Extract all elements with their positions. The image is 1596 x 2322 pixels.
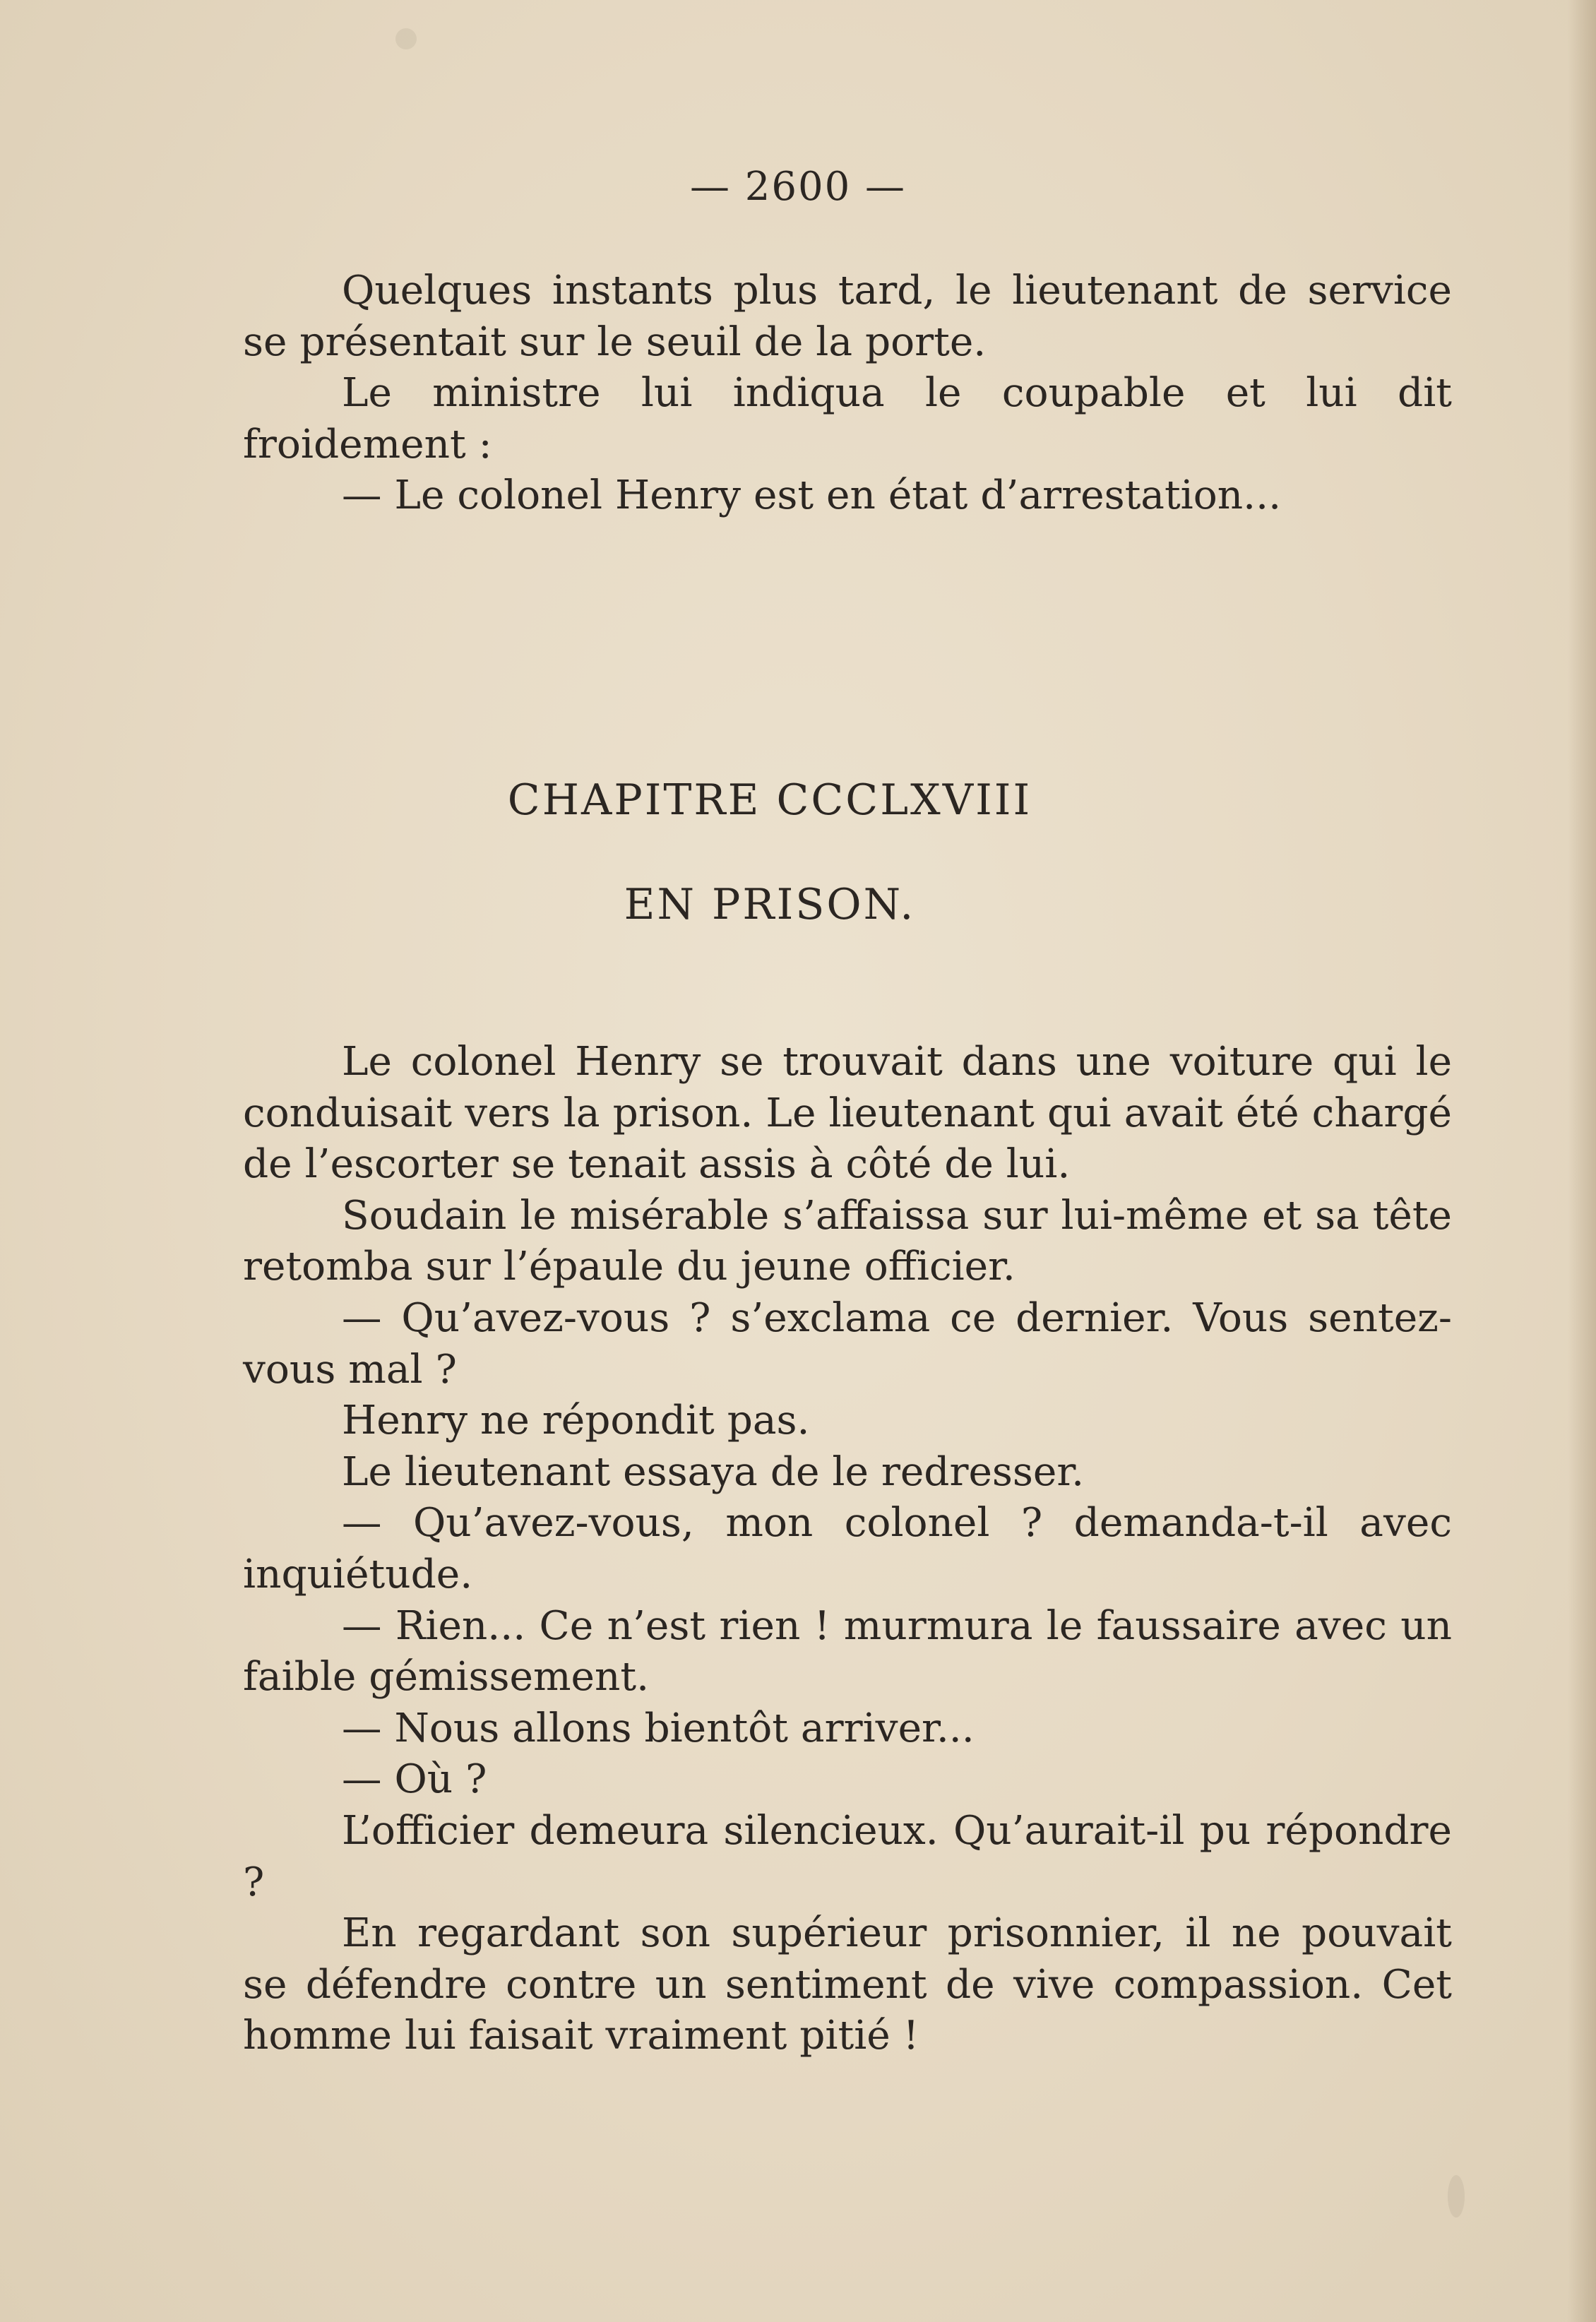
- paragraph: Henry ne répondit pas.: [342, 1398, 810, 1444]
- paragraph: — Où ?: [342, 1756, 487, 1803]
- paper-stain: [395, 28, 417, 49]
- paragraph: L’officier demeura silencieux. Qu’aurait-il pu répondre ?: [243, 1807, 1452, 1905]
- paragraph: En regardant son supérieur prisonnier, il ne pouvait se défendre contre un sentiment de vive compassion. Cet homme lui faisait vraiment pitié !: [243, 1910, 1452, 2059]
- paper-stain: [1448, 2175, 1465, 2217]
- paragraph: Le ministre lui indiqua le coupable et lui dit froidement :: [243, 370, 1452, 468]
- paragraph: — Rien... Ce n’est rien ! murmura le faussaire avec un faible gémissement.: [243, 1602, 1452, 1701]
- paragraph: Quelques instants plus tard, le lieutenant de service se présentait sur le seuil de la porte.: [243, 268, 1452, 365]
- paragraph: — Qu’avez-vous ? s’exclama ce dernier. Vous sentez-vous mal ?: [243, 1294, 1452, 1393]
- paragraph: Le colonel Henry se trouvait dans une voiture qui le conduisait vers la prison. Le lieutenant qui avait été chargé de l’escorter se tenait assis à côté de lui.: [243, 1039, 1452, 1188]
- paragraph: — Le colonel Henry est en état d’arrestation...: [342, 472, 1282, 519]
- text-block-chapter-body: [243, 1037, 1452, 2062]
- paragraph: — Nous allons bientôt arriver...: [342, 1705, 975, 1751]
- chapter-heading: CHAPITRE CCCLXVIII: [507, 775, 1032, 825]
- page-number: — 2600 —: [689, 164, 907, 210]
- paragraph: Soudain le misérable s’affaissa sur lui-même et sa tête retomba sur l’épaule du jeune officier.: [243, 1192, 1452, 1290]
- text-block-before-chapter: [243, 266, 1452, 522]
- paragraph: Le lieutenant essaya de le redresser.: [342, 1448, 1085, 1495]
- chapter-subtitle: EN PRISON.: [624, 880, 916, 929]
- page-edge-shadow: [1568, 0, 1596, 2322]
- paragraph: — Qu’avez-vous, mon colonel ? demanda-t-il avec inquiétude.: [243, 1500, 1452, 1597]
